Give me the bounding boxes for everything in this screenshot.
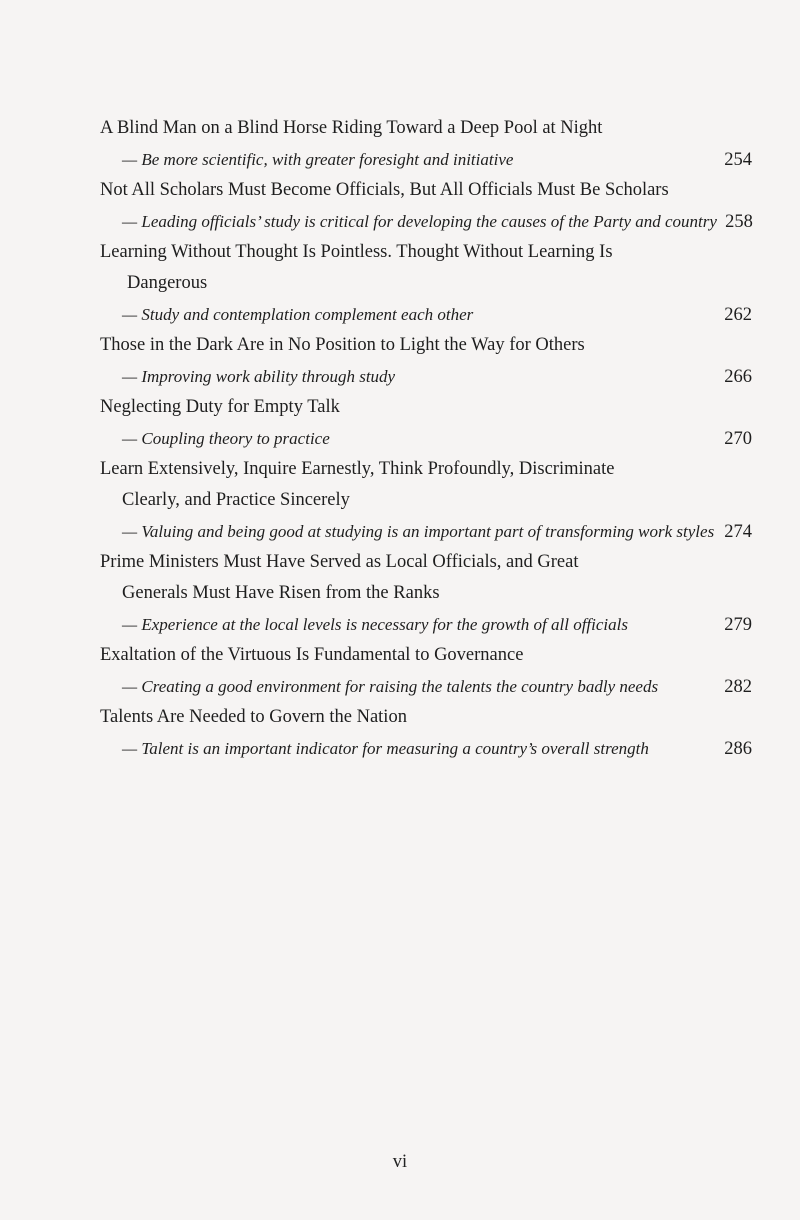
entry-page-number: 279 bbox=[724, 615, 752, 635]
page-folio: vi bbox=[392, 1152, 408, 1172]
entry-subtitle: — Coupling theory to practice bbox=[122, 429, 330, 448]
entry-subtitle: — Talent is an important indicator for measuring a country’s overall strength bbox=[122, 739, 649, 758]
entry-title: Learn Extensively, Inquire Earnestly, Think Profoundly, Discriminate bbox=[100, 459, 615, 479]
entry-page-number: 262 bbox=[724, 305, 752, 325]
entry-subtitle-row bbox=[100, 516, 752, 547]
entry-subtitle-row bbox=[100, 361, 752, 392]
entry-subtitle-row bbox=[100, 423, 752, 454]
entry-subtitle-row bbox=[100, 299, 752, 330]
entry-page-number: 266 bbox=[724, 367, 752, 387]
entry-subtitle-row bbox=[100, 733, 752, 764]
toc-entry bbox=[100, 547, 752, 640]
entry-title-continuation: Dangerous bbox=[127, 273, 208, 293]
toc-entry bbox=[100, 330, 752, 392]
toc-entry bbox=[100, 175, 752, 237]
entry-subtitle-row bbox=[100, 144, 752, 175]
entry-page-number: 254 bbox=[724, 150, 752, 170]
entry-subtitle-row bbox=[100, 609, 752, 640]
entry-title-continuation: Generals Must Have Risen from the Ranks bbox=[122, 583, 440, 603]
entry-subtitle: — Valuing and being good at studying is an important part of transforming work styles bbox=[122, 522, 715, 541]
entry-page-number: 270 bbox=[724, 429, 752, 449]
entry-page-number: 274 bbox=[724, 522, 752, 542]
toc-entry bbox=[100, 113, 752, 175]
toc-entry bbox=[100, 454, 752, 547]
entry-title: Learning Without Thought Is Pointless. Thought Without Learning Is bbox=[100, 242, 613, 262]
entry-page-number: 282 bbox=[724, 677, 752, 697]
toc-entry bbox=[100, 640, 752, 702]
entry-subtitle: — Improving work ability through study bbox=[122, 367, 396, 386]
entry-title-continuation: Clearly, and Practice Sincerely bbox=[122, 490, 350, 510]
entry-title: Talents Are Needed to Govern the Nation bbox=[100, 707, 407, 727]
toc-entry bbox=[100, 702, 752, 764]
entry-title: Those in the Dark Are in No Position to Light the Way for Others bbox=[100, 335, 585, 355]
table-of-contents bbox=[100, 113, 752, 764]
entry-subtitle: — Study and contemplation complement each other bbox=[122, 305, 474, 324]
entry-title: Not All Scholars Must Become Officials, But All Officials Must Be Scholars bbox=[100, 180, 669, 200]
entry-subtitle: — Experience at the local levels is necessary for the growth of all officials bbox=[122, 615, 628, 634]
entry-title: A Blind Man on a Blind Horse Riding Toward a Deep Pool at Night bbox=[100, 118, 603, 138]
toc-entry bbox=[100, 392, 752, 454]
entry-title: Prime Ministers Must Have Served as Local Officials, and Great bbox=[100, 552, 579, 572]
entry-subtitle: — Be more scientific, with greater foresight and initiative bbox=[122, 150, 514, 169]
entry-subtitle-row bbox=[100, 206, 752, 237]
entry-subtitle: — Leading officials’ study is critical for developing the causes of the Party and country bbox=[122, 212, 717, 231]
toc-entry bbox=[100, 237, 752, 330]
entry-subtitle: — Creating a good environment for raising the talents the country badly needs bbox=[122, 677, 659, 696]
entry-page-number: 258 bbox=[725, 212, 753, 232]
entry-title: Exaltation of the Virtuous Is Fundamental to Governance bbox=[100, 645, 524, 665]
entry-subtitle-row bbox=[100, 671, 752, 702]
entry-page-number: 286 bbox=[724, 739, 752, 759]
entry-title: Neglecting Duty for Empty Talk bbox=[100, 397, 340, 417]
